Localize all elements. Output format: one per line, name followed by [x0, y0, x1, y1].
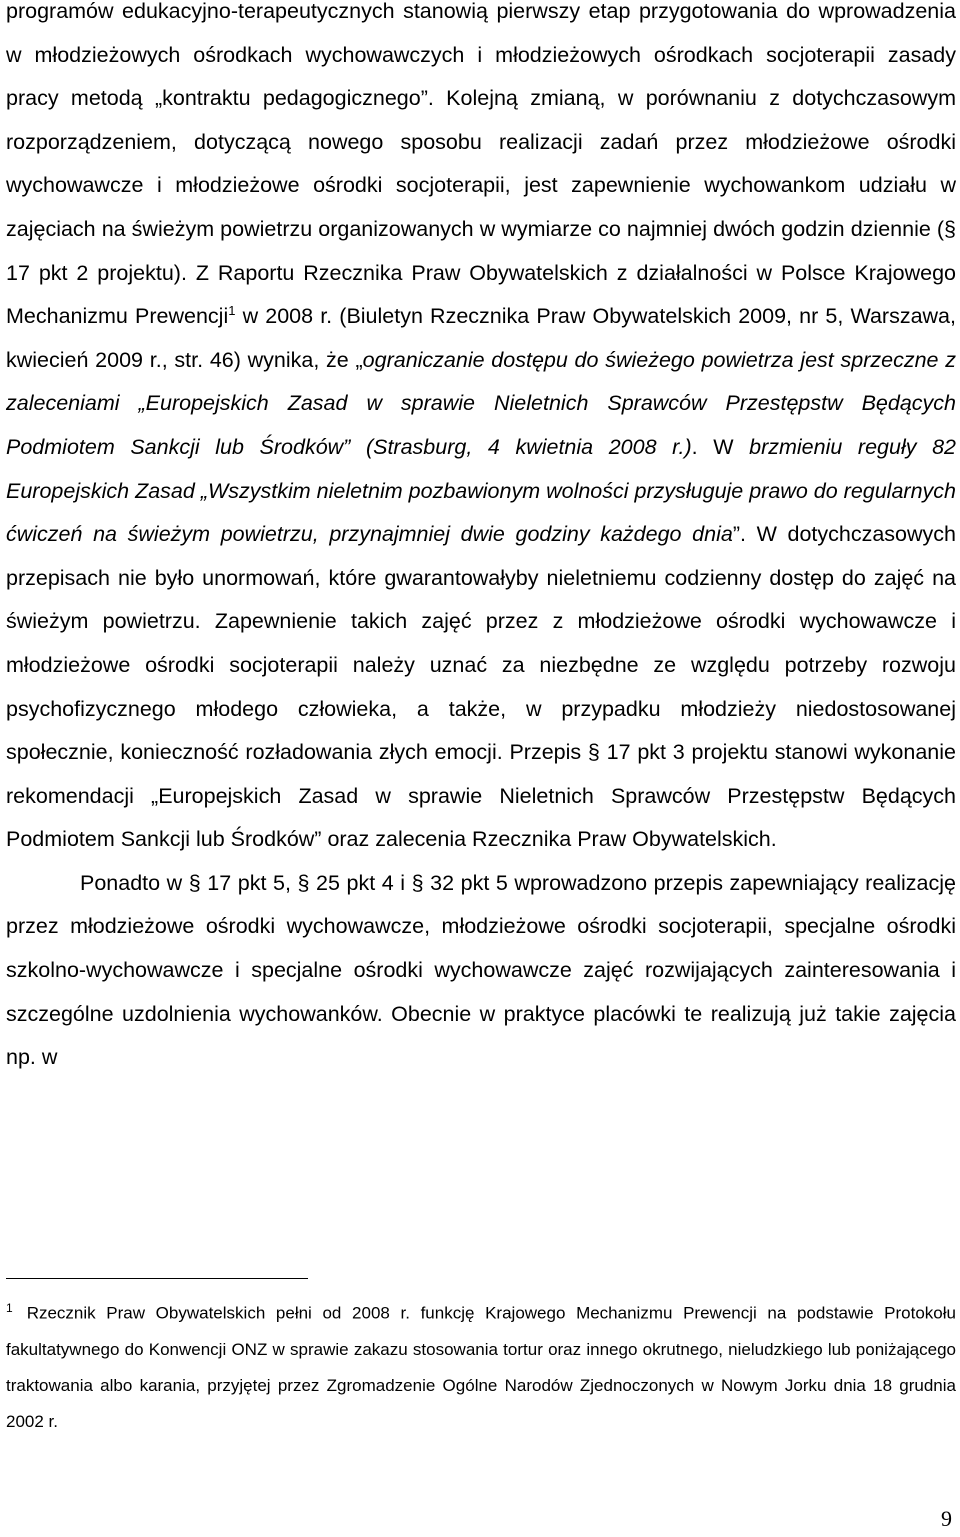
text-segment: Ponadto w § 17 pkt 5, § 25 pkt 4 i § 32 pkt 5 wprowadzono przepis zapewniający realizację przez młodzieżowe ośrodki wychowawcze, młodzieżowe ośrodki socjoterapii, specjalne ośrodki szkolno-wychowawcze i specjalne ośrodki wychowawcze zajęć rozwijających zainteresowania i szczególne uzdolnienia wychowanków. Obecnie w praktyce placówki te realizują już takie zajęcia np. w — [6, 870, 956, 1070]
text-segment: programów edukacyjno-terapeutycznych stanowią pierwszy etap przygotowania do wprowadzenia w młodzieżowych ośrodkach wychowawczych i młodzieżowych ośrodkach socjoterapii zasady pracy metodą „kontraktu pedagogicznego”. Kolejną zmianą, w porównaniu z dotychczasowym rozporządzeniem, dotyczącą nowego sposobu realizacji zadań przez młodzieżowe ośrodki wychowawcze i młodzieżowe ośrodki socjoterapii, jest zapewnienie wychowankom udziału w zajęciach na świeżym powietrzu organizowanych w wymiarze co najmniej dwóch godzin dziennie (§ 17 pkt 2 projektu). Z Raportu Rzecznika Praw Obywatelskich z działalności w Polsce Krajowego Mechanizmu Prewencji — [6, 0, 956, 329]
text-segment: w 2008 r. (Biuletyn Rzecznika Praw Obywatelskich 2009, nr 5, Warszawa, kwiecień 2009 r., str. 46) wynika, że „ — [6, 304, 956, 372]
page-number: 9 — [941, 1506, 952, 1531]
body-text — [6, 0, 956, 1080]
quoted-text: brzmieniu reguły 82 Europejskich Zasad „Wszystkim nieletnim pozbawionym wolności przysługuje prawo do regularnych ćwiczeń na świeżym powietrzu, przynajmniej dwie godziny każdego dnia — [6, 434, 956, 547]
footnote-text: Rzecznik Praw Obywatelskich pełni od 2008 r. funkcję Krajowego Mechanizmu Prewencji na podstawie Protokołu fakultatywnego do Konwencji ONZ w sprawie zakazu stosowania tortur oraz innego okrutnego, nieludzkiego lub poniżającego traktowania albo karania, przyjętej przez Zgromadzenie Ogólne Narodów Zjednoczonych w Nowym Jorku dnia 18 grudnia 2002 r. — [6, 1303, 956, 1431]
footnote-separator — [6, 1278, 308, 1279]
footnote-mark: 1 — [6, 1301, 13, 1315]
document-page — [6, 0, 956, 1537]
footnote-reference: 1 — [228, 303, 236, 318]
paragraph-2 — [6, 862, 956, 1080]
paragraph-1 — [6, 0, 956, 862]
quoted-text: ograniczanie dostępu do świeżego powietrza jest sprzeczne z zaleceniami „Europejskich Zasad w sprawie Nieletnich Sprawców Przestępstw Będących Podmiotem Sankcji lub Środków” (Strasburg, 4 kwietnia 2008 r.) — [6, 347, 956, 459]
text-segment: ”. W dotychczasowych przepisach nie było unormowań, które gwarantowałyby nieletniemu codzienny dostęp do zajęć na świeżym powietrzu. Zapewnienie takich zajęć przez z młodzieżowe ośrodki wychowawcze i młodzieżowe ośrodki socjoterapii należy uznać za niezbędne ze względu potrzeby rozwoju psychofizycznego młodego człowieka, a także, w przypadku młodzieży niedostosowanej społecznie, konieczność rozładowania złych emocji. Przepis § 17 pkt 3 projektu stanowi wykonanie rekomendacji „Europejskich Zasad w sprawie Nieletnich Sprawców Przestępstw Będących Podmiotem Sankcji lub Środków” oraz zalecenia Rzecznika Praw Obywatelskich. — [6, 522, 956, 852]
text-segment: . W — [691, 434, 750, 459]
footnote — [6, 1290, 956, 1440]
